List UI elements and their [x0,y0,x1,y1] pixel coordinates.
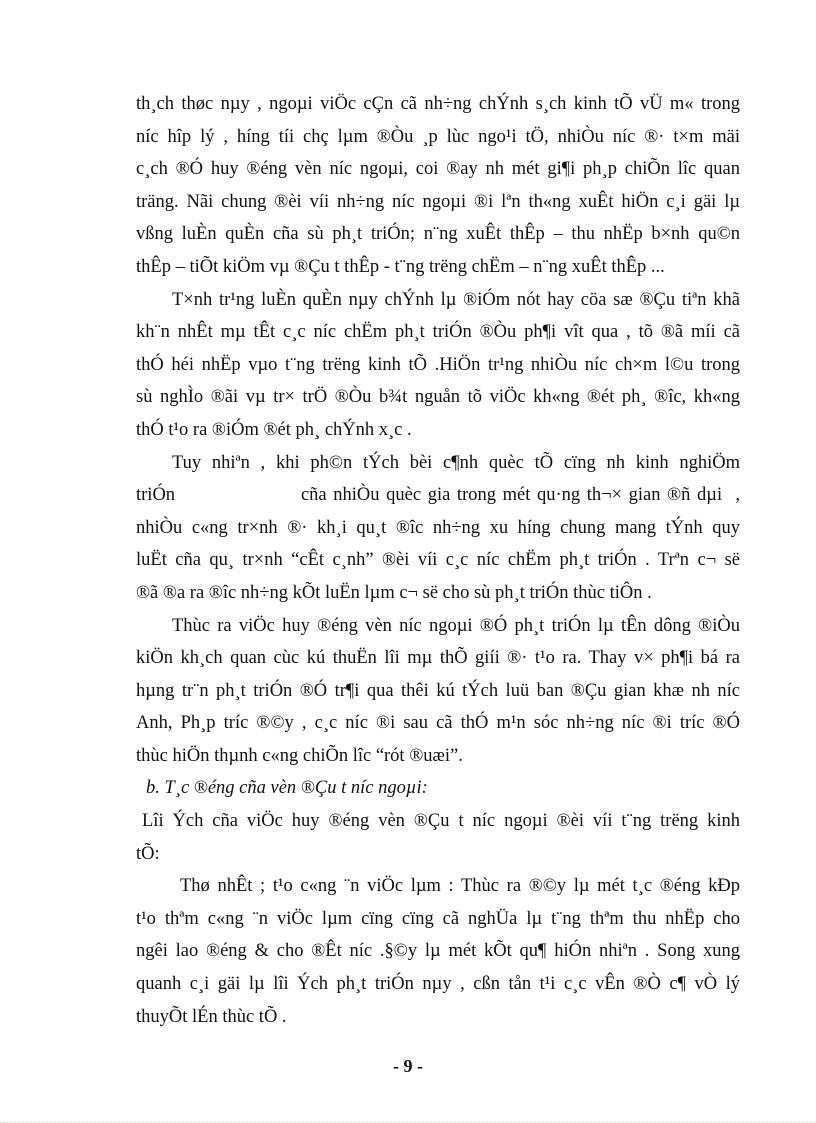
text-line: c¸ch ®Ó huy ®éng vèn níc ngoµi, coi ®ay nh mét gi¶i ph¸p chiÕn lîc quan [136,159,740,180]
text-line: Lîi Ých cña viÖc huy ®éng vèn ®Çu t níc ngoµi ®èi víi t¨ng trëng kinh [142,811,740,832]
text-line: thÓ héi nhËp vµo t¨ng trëng kinh tÕ .HiÖn tr¹ng nhiÒu níc ch×m l©u trong [136,354,740,375]
body-text [136,88,740,1033]
text-line: thÓ t¹o ra ®iÓm ®ét ph¸ chÝnh x¸c . [136,419,412,440]
page-number: - 9 - [393,1056,423,1076]
text-line: tÕ: [136,843,160,864]
text-line: kh¨n nhÊt mµ tÊt c¸c níc chËm ph¸t triÓn ®Òu ph¶i vît qua , tõ ®ã míi cã [136,322,740,343]
text-line: Anh, Ph¸p tríc ®©y , c¸c níc ®i sau cã thÓ m¹n sóc nh÷ng níc ®i tríc ®Ó [136,713,740,734]
text-line: t¹o thªm c«ng ¨n viÖc lµm cïng cïng cã nghÜa lµ t¨ng thªm thu nhËp cho [136,908,740,929]
text-line: Thùc ra viÖc huy ®éng vèn níc ngoµi ®Ó ph¸t triÓn lµ tÊn dông ®iÒu [172,615,740,636]
text-line: th¸ch thøc nµy , ngoµi viÖc cÇn cã nh÷ng chÝnh s¸ch kinh tÕ vÜ m« trong [136,94,740,114]
text-line: nhiÒu c«ng tr×nh ®· kh¸i qu¸t ®îc nh÷ng xu híng chung mang tÝnh quy [136,517,740,538]
text-line: vßng luÈn quÈn cña sù ph¸t triÓn; n¨ng xuÊt thÊp – thu nhËp b×nh qu©n [136,224,740,245]
text-line: kiÖn kh¸ch quan cùc kú thuËn lîi mµ thÕ giíi ®· t¹o ra. Thay v× ph¶i bá ra [136,648,740,669]
paragraph-4 [136,610,740,773]
text-line: níc hîp lý , híng tíi chç lµm ®Òu ¸p lùc ngo¹i tÖ, nhiÒu níc ®· t×m mäi [136,126,740,147]
text-line: ngêi lao ®éng & cho ®Êt níc .§©y lµ mét kÕt qu¶ hiÓn nhiªn . Song xung [136,941,740,962]
text-line: thuyÕt lÉn thùc tÕ . [136,1006,287,1027]
text-line: T×nh tr¹ng luÈn quÈn nµy chÝnh lµ ®iÓm nót hay cöa sæ ®Çu tiªn khã [172,289,740,310]
text-line: luËt cña qu¸ tr×nh “cÊt c¸nh” ®èi víi c¸c níc chËm ph¸t triÓn . Trªn c¬ së [136,550,740,571]
section-heading: b. T¸c ®éng cña vèn ®Çu t níc ngoµi: [146,778,428,799]
text-line: quanh c¸i gäi lµ lîi Ých ph¸t triÓn nµy , cßn tån t¹i c¸c vÊn ®Ò c¶ vÒ lý [136,974,740,995]
paragraph-5 [136,805,740,870]
text-line: thùc hiÖn thµnh c«ng chiÕn lîc “rót ®uæi”. [136,745,463,766]
paragraph-6 [136,870,740,1033]
text-line: Thø nhÊt ; t¹o c«ng ¨n viÖc lµm : Thùc ra ®©y lµ mét t¸c ®éng kÐp [180,876,740,897]
paragraph-3 [136,447,740,610]
text-line: hµng tr¨n ph¸t triÓn ®Ó tr¶i qua thêi kú tÝch luü ban ®Çu gian khæ nh níc [136,680,740,701]
text-line: sù nghÌo ®ãi vµ tr× trÖ ®Òu b¾t nguån tõ viÖc kh«ng ®ét ph¸ ®îc, kh«ng [136,387,740,408]
paragraph-1 [136,88,740,284]
paragraph-2 [136,284,740,447]
text-line: träng. Nãi chung ®èi víi nh÷ng níc ngoµi ®i lªn th«ng xuÊt hiÖn c¸i gäi lµ [136,191,740,212]
text-line: thÊp – tiÕt kiÖm vµ ®Çu t thÊp - t¨ng trëng chËm – n¨ng xuÊt thÊp ... [136,256,665,277]
text-line: Tuy nhiªn , khi ph©n tÝch bèi c¶nh quèc tÕ cïng nh kinh nghiÖm [172,452,740,473]
text-line: ®ã ®a ra ®îc nh÷ng kÕt luËn lµm c¬ së cho sù ph¸t triÓn thùc tiÔn . [136,582,652,603]
text-line: triÓn cña nhiÒu quèc gia trong mét qu·ng th¬× gian ®ñ dµi , [136,485,740,506]
